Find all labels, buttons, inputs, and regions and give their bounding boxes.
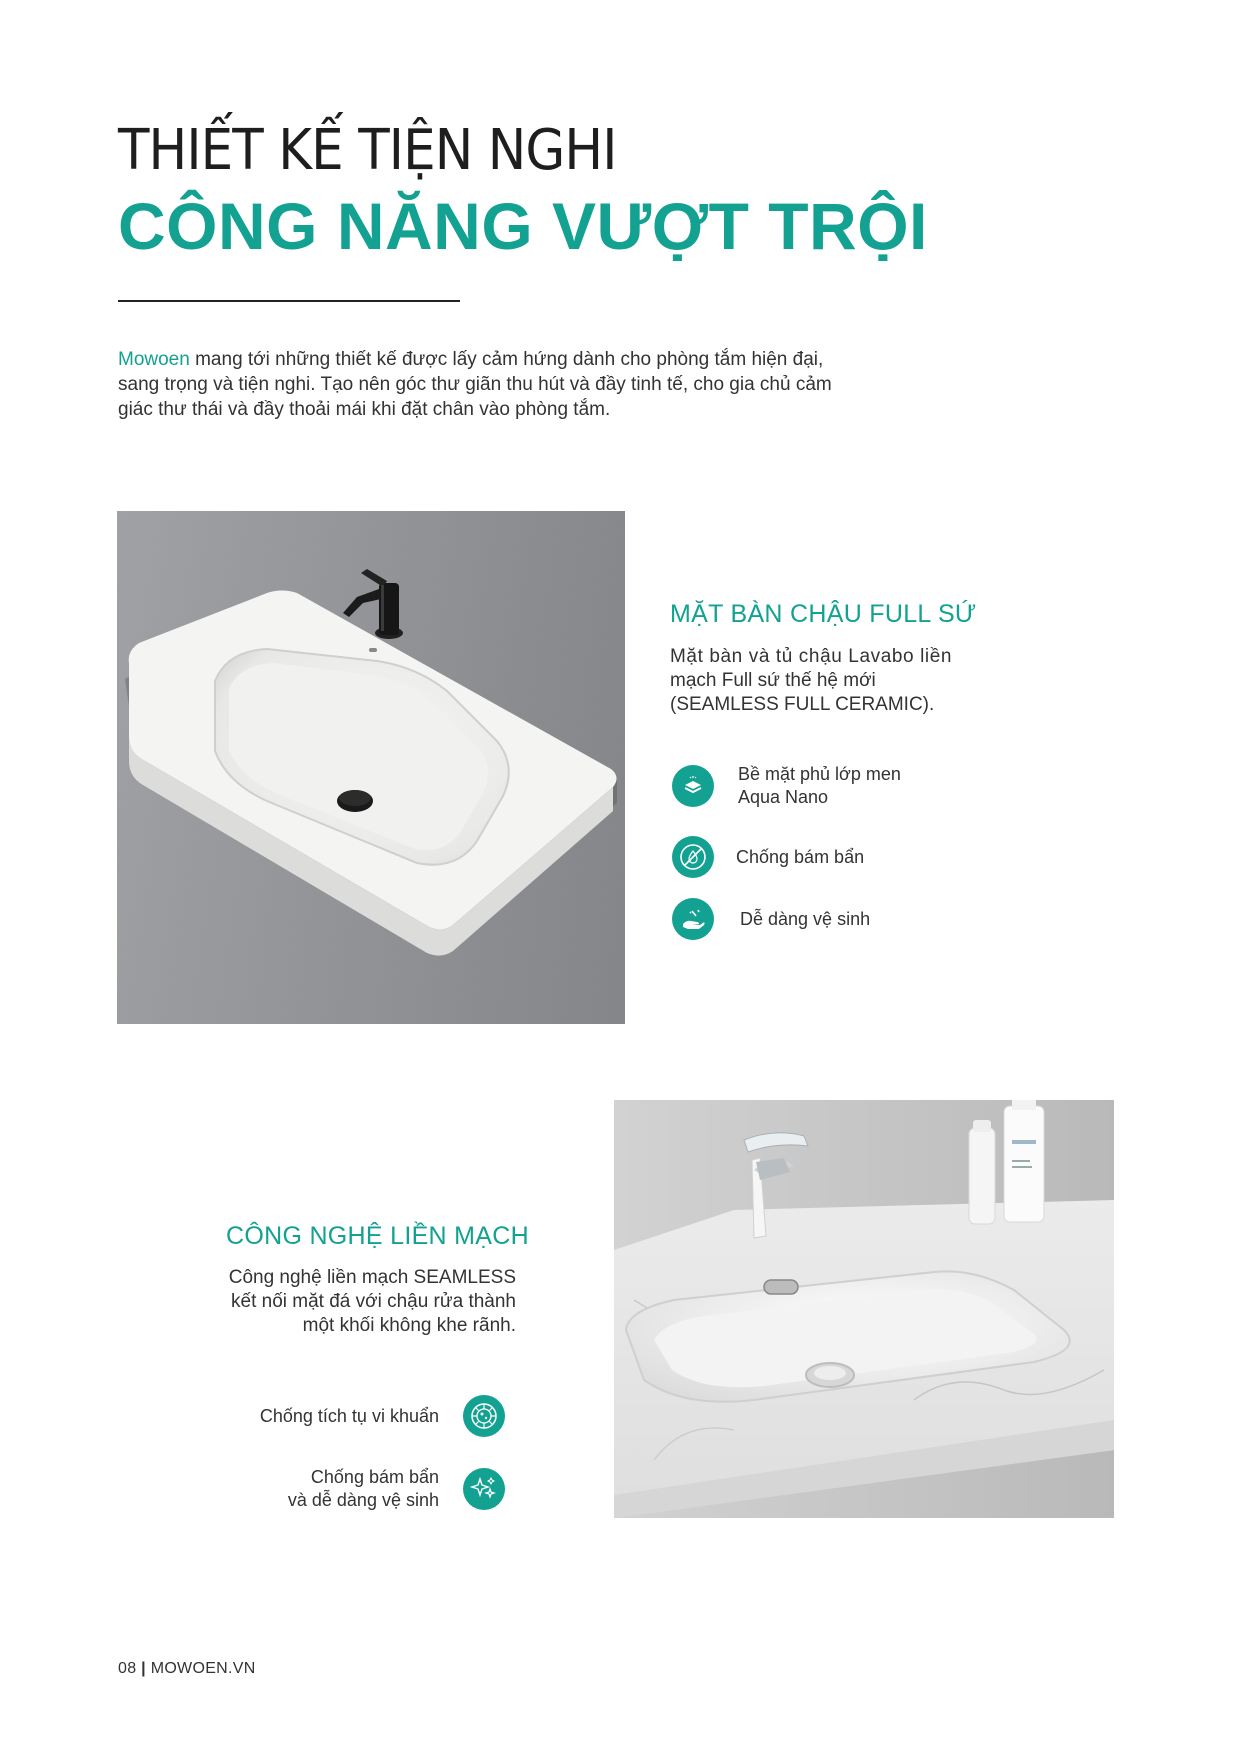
- no-stain-icon: [672, 836, 714, 878]
- section1-description: [670, 645, 980, 717]
- feature-aqua-nano-line1: Bề mặt phủ lớp men: [738, 764, 901, 784]
- page-number: 08: [118, 1660, 137, 1677]
- feature-easy-clean: [672, 898, 870, 940]
- website-link[interactable]: MOWOEN.VN: [150, 1660, 256, 1677]
- countertop-photo: [614, 1100, 1114, 1518]
- bacteria-icon: [463, 1395, 505, 1437]
- feature-anti-stain-line2: và dễ dàng vệ sinh: [287, 1490, 439, 1510]
- feature-aqua-nano: [672, 763, 901, 809]
- basin-illustration: [117, 511, 625, 1024]
- section2-title: CÔNG NGHỆ LIỀN MẠCH: [226, 1222, 529, 1250]
- sparkle-icon: [463, 1468, 505, 1510]
- section2-desc-line1: Công nghệ liền mạch SEAMLESS: [228, 1267, 516, 1288]
- footer-separator: |: [141, 1660, 146, 1677]
- intro-line1: mang tới những thiết kế được lấy cảm hứng dành cho phòng tắm hiện đại,: [189, 349, 824, 370]
- feature-anti-stain: [672, 836, 864, 878]
- feature-anti-stain-label: Chống bám bẩn: [736, 846, 865, 867]
- feature-anti-bacteria-label: Chống tích tụ vi khuẩn: [259, 1405, 439, 1426]
- section1-desc-line3: (SEAMLESS FULL CERAMIC).: [670, 694, 935, 715]
- section2-desc-line2: kết nối mặt đá với chậu rửa thành: [231, 1291, 516, 1312]
- section1-desc-line2: mạch Full sứ thế hệ mới: [670, 670, 876, 691]
- basin-photo: [117, 511, 625, 1024]
- feature-aqua-nano-line2: Aqua Nano: [738, 787, 829, 807]
- feature-easy-clean-label: Dễ dàng vệ sinh: [740, 908, 871, 929]
- brand-name: Mowoen: [118, 349, 190, 370]
- page-footer: [118, 1660, 256, 1678]
- section2-desc-line3: một khối không khe rãnh.: [302, 1315, 516, 1336]
- feature-anti-stain-line1: Chống bám bẩn: [310, 1467, 439, 1487]
- heading-line2: CÔNG NĂNG VƯỢT TRỘI: [118, 189, 928, 263]
- feature-anti-stain-easy-clean: [200, 1466, 505, 1512]
- section1-desc-line1: Mặt bàn và tủ chậu Lavabo liền: [670, 646, 953, 667]
- section2-description: [160, 1266, 516, 1338]
- heading-divider: [118, 300, 460, 302]
- heading-line1: THIẾT KẾ TIỆN NGHI: [118, 118, 617, 183]
- hand-clean-icon: [672, 898, 714, 940]
- intro-paragraph: [118, 347, 918, 422]
- feature-anti-bacteria: [200, 1395, 505, 1437]
- intro-line2: sang trọng và tiện nghi. Tạo nên góc thư giãn thu hút và đầy tinh tế, cho gia chủ cảm: [118, 374, 832, 395]
- layers-icon: [672, 765, 714, 807]
- intro-line3: giác thư thái và đầy thoải mái khi đặt chân vào phòng tắm.: [118, 399, 611, 420]
- countertop-illustration: [614, 1100, 1114, 1518]
- section1-title: MẶT BÀN CHẬU FULL SỨ: [670, 600, 977, 628]
